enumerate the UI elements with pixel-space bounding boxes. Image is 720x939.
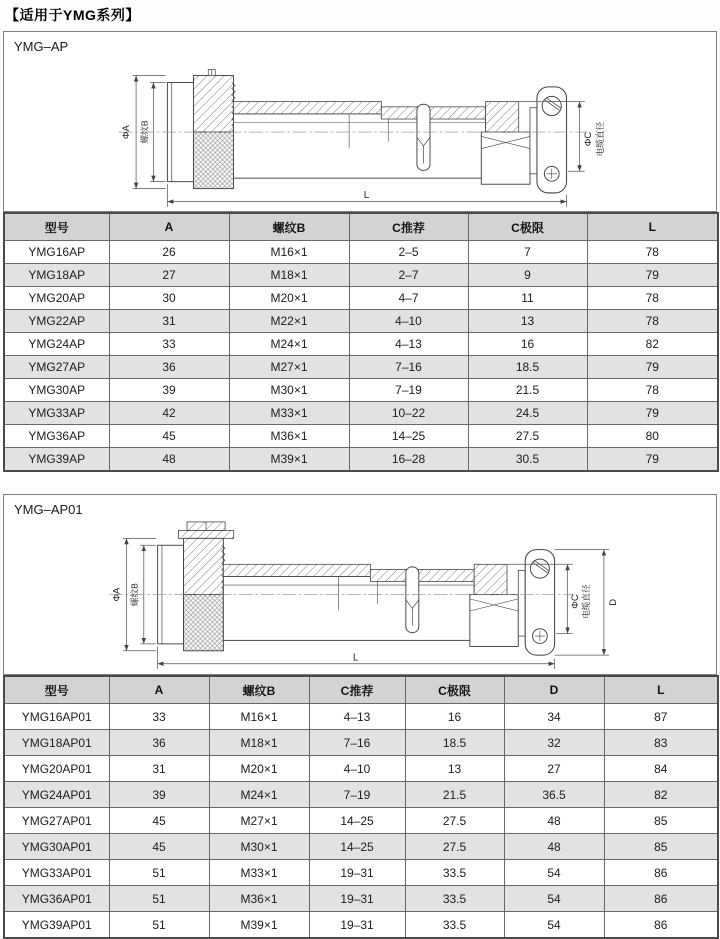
table-cell: 18.5 (405, 730, 504, 756)
table-cell: M30×1 (209, 834, 309, 860)
column-header: C推荐 (309, 676, 405, 704)
column-header: C极限 (468, 213, 587, 241)
connector-body (158, 522, 555, 655)
column-header: C极限 (405, 676, 504, 704)
column-header: 型号 (4, 676, 109, 704)
table-cell: 24.5 (468, 402, 587, 425)
table-cell: 82 (587, 333, 718, 356)
table-cell: 27 (109, 264, 229, 287)
table-cell: M16×1 (209, 704, 309, 730)
label-phiC: ΦC (582, 131, 594, 147)
table-cell: M39×1 (229, 448, 349, 472)
table-cell: M18×1 (209, 730, 309, 756)
table-cell: 78 (587, 379, 718, 402)
table-cell: 85 (604, 808, 718, 834)
table-cell: 79 (587, 402, 718, 425)
table-cell: 19–31 (309, 860, 405, 886)
label-phiC: ΦC (569, 594, 581, 609)
table-cell: 36.5 (504, 782, 604, 808)
column-header: 螺纹B (229, 213, 349, 241)
column-header: A (109, 213, 229, 241)
table-cell: 27.5 (405, 834, 504, 860)
table-cell: YMG20AP (4, 287, 109, 310)
table-cell: 34 (504, 704, 604, 730)
table-row (4, 264, 718, 287)
table-cell: 16–28 (349, 448, 468, 472)
spec-table-ymg-ap (3, 212, 719, 472)
table-cell: 14–25 (309, 808, 405, 834)
table-cell: 9 (468, 264, 587, 287)
label-phiA: ΦA (121, 125, 133, 140)
table-cell: 7–19 (309, 782, 405, 808)
table-cell: M20×1 (229, 287, 349, 310)
column-header: D (504, 676, 604, 704)
table-cell: 78 (587, 241, 718, 264)
table-cell: 11 (468, 287, 587, 310)
table-row (4, 704, 718, 730)
table-cell: YMG30AP (4, 379, 109, 402)
table-row (4, 333, 718, 356)
table-row (4, 448, 718, 472)
table-cell: M39×1 (209, 912, 309, 939)
table-cell: YMG18AP01 (4, 730, 109, 756)
column-header: L (587, 213, 718, 241)
table-cell: 84 (604, 756, 718, 782)
column-header: C推荐 (349, 213, 468, 241)
table-cell: 16 (468, 333, 587, 356)
label-cable-diameter: 电缆直径 (595, 121, 606, 157)
table-cell: 33.5 (405, 860, 504, 886)
table-cell: YMG27AP (4, 356, 109, 379)
table-row (4, 241, 718, 264)
table-row (4, 756, 718, 782)
table-row (4, 886, 718, 912)
label-L: L (363, 190, 370, 202)
table-row (4, 912, 718, 939)
table-cell: M20×1 (209, 756, 309, 782)
label-L: L (352, 652, 359, 664)
table-cell: 33 (109, 704, 209, 730)
table-cell: 31 (109, 756, 209, 782)
table-cell: 82 (604, 782, 718, 808)
table-row (4, 379, 718, 402)
table-cell: 48 (504, 808, 604, 834)
label-threadB: 螺纹B (139, 120, 150, 144)
connector-drawing-ymg-ap (110, 52, 610, 213)
label-D: D (608, 598, 619, 606)
table-cell: 39 (109, 379, 229, 402)
table-cell: M16×1 (229, 241, 349, 264)
table-cell: 16 (405, 704, 504, 730)
table-cell: 4–7 (349, 287, 468, 310)
table-cell: 42 (109, 402, 229, 425)
table-cell: 4–10 (349, 310, 468, 333)
table-row (4, 310, 718, 333)
table-cell: 2–5 (349, 241, 468, 264)
table-cell: 32 (504, 730, 604, 756)
table-cell: 13 (468, 310, 587, 333)
table-row (4, 356, 718, 379)
table-cell: 7–16 (349, 356, 468, 379)
table-cell: YMG16AP (4, 241, 109, 264)
table-cell: 21.5 (468, 379, 587, 402)
table-cell: 85 (604, 834, 718, 860)
table-cell: 51 (109, 860, 209, 886)
table-cell: YMG33AP01 (4, 860, 109, 886)
table-cell: 33.5 (405, 886, 504, 912)
table-cell: 48 (504, 834, 604, 860)
table-cell: YMG36AP (4, 425, 109, 448)
table-cell: 27 (504, 756, 604, 782)
table-cell: 39 (109, 782, 209, 808)
table-cell: 36 (109, 730, 209, 756)
table-cell: 30.5 (468, 448, 587, 472)
section-panel-ymg-ap01 (3, 494, 717, 675)
table-cell: M33×1 (229, 402, 349, 425)
table-cell: 87 (604, 704, 718, 730)
table-cell: M24×1 (229, 333, 349, 356)
table-cell: 18.5 (468, 356, 587, 379)
connector-drawing-ymg-ap01 (100, 515, 620, 675)
table-cell: 13 (405, 756, 504, 782)
table-cell: M36×1 (229, 425, 349, 448)
table-row (4, 287, 718, 310)
section-label-ymg-ap: YMG–AP (14, 39, 69, 54)
table-cell: 26 (109, 241, 229, 264)
table-cell: YMG22AP (4, 310, 109, 333)
connector-body (167, 69, 566, 192)
section-panel-ymg-ap (3, 31, 717, 212)
table-cell: 54 (504, 860, 604, 886)
table-cell: 14–25 (349, 425, 468, 448)
table-cell: YMG16AP01 (4, 704, 109, 730)
table-cell: YMG27AP01 (4, 808, 109, 834)
table-cell: YMG24AP01 (4, 782, 109, 808)
table-cell: M18×1 (229, 264, 349, 287)
table-cell: 79 (587, 356, 718, 379)
column-header: L (604, 676, 718, 704)
header-row (4, 213, 718, 241)
table-row (4, 425, 718, 448)
table-cell: YMG33AP (4, 402, 109, 425)
table-cell: 21.5 (405, 782, 504, 808)
table-cell: 78 (587, 310, 718, 333)
table-cell: M22×1 (229, 310, 349, 333)
table-cell: YMG20AP01 (4, 756, 109, 782)
table-cell: 33 (109, 333, 229, 356)
label-phiA: ΦA (111, 587, 123, 602)
column-header: A (109, 676, 209, 704)
table-row (4, 834, 718, 860)
table-cell: YMG18AP (4, 264, 109, 287)
table-cell: 7 (468, 241, 587, 264)
table-cell: 14–25 (309, 834, 405, 860)
table-cell: 19–31 (309, 886, 405, 912)
table-cell: 79 (587, 264, 718, 287)
column-header: 螺纹B (209, 676, 309, 704)
table-cell: 27.5 (405, 808, 504, 834)
table-cell: 86 (604, 886, 718, 912)
table-cell: M27×1 (209, 808, 309, 834)
column-header: 型号 (4, 213, 109, 241)
table-row (4, 782, 718, 808)
table-cell: YMG39AP01 (4, 912, 109, 939)
table-cell: M36×1 (209, 886, 309, 912)
label-threadB: 螺纹B (129, 583, 140, 607)
table-cell: 86 (604, 912, 718, 939)
table-cell: 79 (587, 448, 718, 472)
table-cell: 51 (109, 886, 209, 912)
table-cell: 30 (109, 287, 229, 310)
table-cell: 36 (109, 356, 229, 379)
label-cable-diameter: 电缆直径 (581, 584, 592, 619)
table-cell: 45 (109, 834, 209, 860)
table-cell: 54 (504, 912, 604, 939)
table-cell: YMG30AP01 (4, 834, 109, 860)
table-cell: 27.5 (468, 425, 587, 448)
table-cell: 10–22 (349, 402, 468, 425)
table-row (4, 402, 718, 425)
table-cell: M24×1 (209, 782, 309, 808)
table-cell: 4–13 (349, 333, 468, 356)
table-cell: 7–16 (309, 730, 405, 756)
table-cell: 45 (109, 425, 229, 448)
table-cell: M27×1 (229, 356, 349, 379)
table-cell: 2–7 (349, 264, 468, 287)
table-cell: 7–19 (349, 379, 468, 402)
table-cell: 33.5 (405, 912, 504, 939)
table-cell: 80 (587, 425, 718, 448)
table-cell: 48 (109, 448, 229, 472)
table-cell: 78 (587, 287, 718, 310)
table-row (4, 730, 718, 756)
table-cell: 83 (604, 730, 718, 756)
table-cell: 45 (109, 808, 209, 834)
spec-table-ymg-ap01 (3, 675, 719, 939)
table-row (4, 860, 718, 886)
table-row (4, 808, 718, 834)
section-label-ymg-ap01: YMG–AP01 (14, 502, 83, 517)
table-cell: 54 (504, 886, 604, 912)
table-cell: 86 (604, 860, 718, 886)
table-cell: YMG24AP (4, 333, 109, 356)
table-cell: M30×1 (229, 379, 349, 402)
table-cell: 4–10 (309, 756, 405, 782)
table-cell: 51 (109, 912, 209, 939)
table-cell: YMG36AP01 (4, 886, 109, 912)
table-cell: 31 (109, 310, 229, 333)
table-cell: M33×1 (209, 860, 309, 886)
table-cell: 19–31 (309, 912, 405, 939)
table-cell: YMG39AP (4, 448, 109, 472)
header-row (4, 676, 718, 704)
page-title: 【适用于YMG系列】 (5, 7, 140, 23)
table-cell: 4–13 (309, 704, 405, 730)
